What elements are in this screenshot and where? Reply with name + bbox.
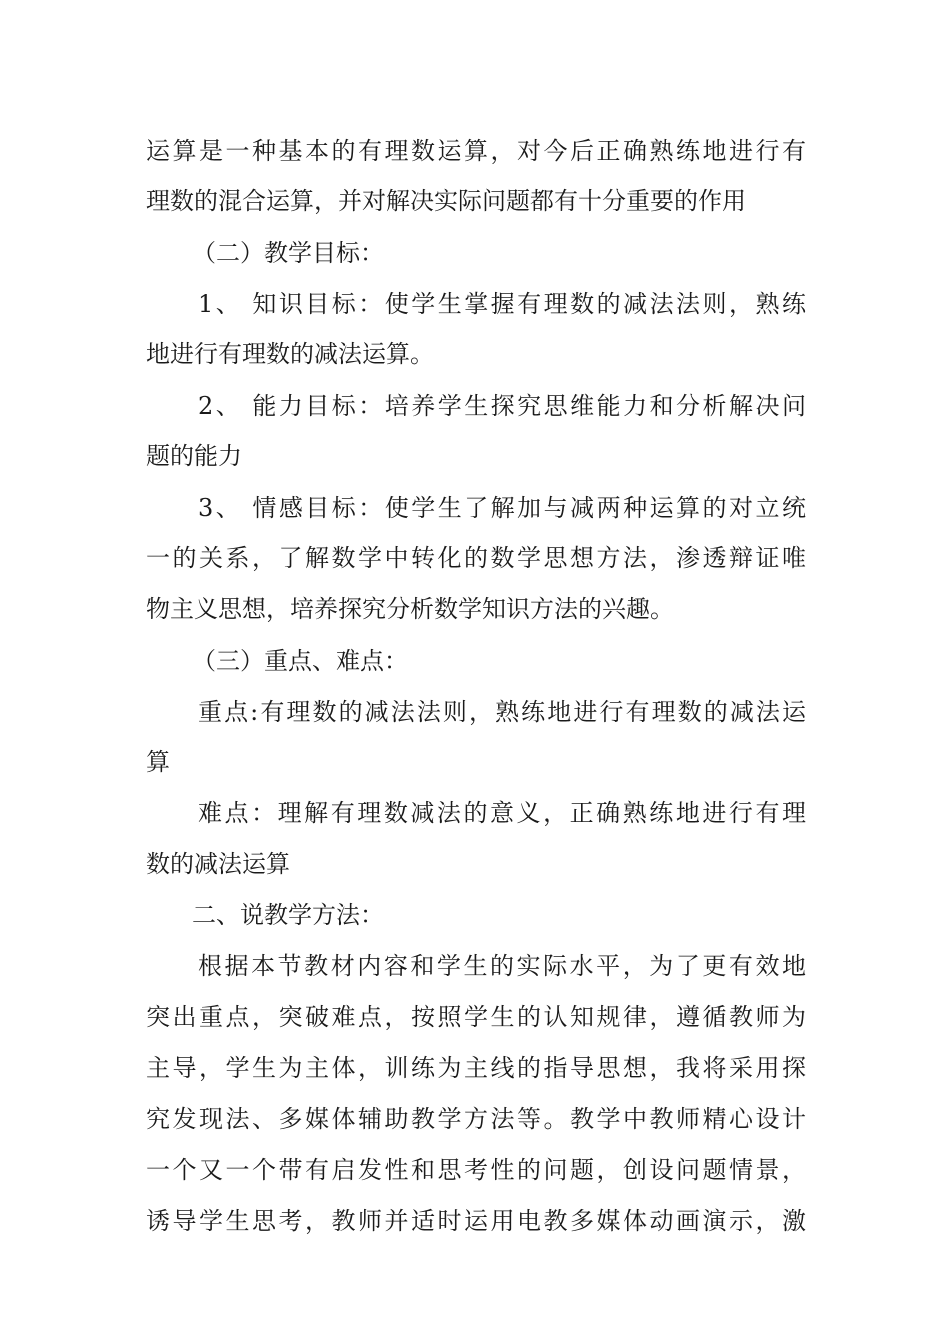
text-line-13: 算 [146,748,170,776]
text-line-4: 1、 知识目标：使学生掌握有理数的减法法则，熟练 [198,290,806,318]
text-line-22: 诱导学生思考，教师并适时运用电教多媒体动画演示，激 [146,1207,806,1235]
text-line-1: 运算是一种基本的有理数运算，对今后正确熟练地进行有 [146,137,806,165]
text-line-7: 题的能力 [146,442,242,470]
text-line-21: 一个又一个带有启发性和思考性的问题，创设问题情景， [146,1156,806,1184]
section-heading-methods: 二、说教学方法： [192,901,384,929]
text-line-10: 物主义思想，培养探究分析数学知识方法的兴趣。 [146,595,674,623]
text-line-20: 究发现法、多媒体辅助教学方法等。教学中教师精心设计 [146,1105,806,1133]
text-line-19: 主导，学生为主体，训练为主线的指导思想，我将采用探 [146,1054,806,1082]
text-line-9: 一的关系，了解数学中转化的数学思想方法，渗透辩证唯 [146,544,806,572]
text-line-15: 数的减法运算 [146,850,290,878]
section-heading-keypoints: （三）重点、难点： [192,647,408,675]
text-line-14: 难点：理解有理数减法的意义，正确熟练地进行有理 [198,799,806,827]
text-line-12: 重点:有理数的减法法则，熟练地进行有理数的减法运 [198,698,806,726]
text-line-5: 地进行有理数的减法运算。 [146,340,434,368]
text-line-18: 突出重点，突破难点，按照学生的认知规律，遵循教师为 [146,1003,806,1031]
text-line-17: 根据本节教材内容和学生的实际水平，为了更有效地 [198,952,806,980]
text-line-6: 2、 能力目标：培养学生探究思维能力和分析解决问 [198,392,806,420]
section-heading-objectives: （二）教学目标： [192,239,384,267]
text-line-2: 理数的混合运算，并对解决实际问题都有十分重要的作用 [146,187,746,215]
text-line-8: 3、 情感目标：使学生了解加与减两种运算的对立统 [198,494,806,522]
